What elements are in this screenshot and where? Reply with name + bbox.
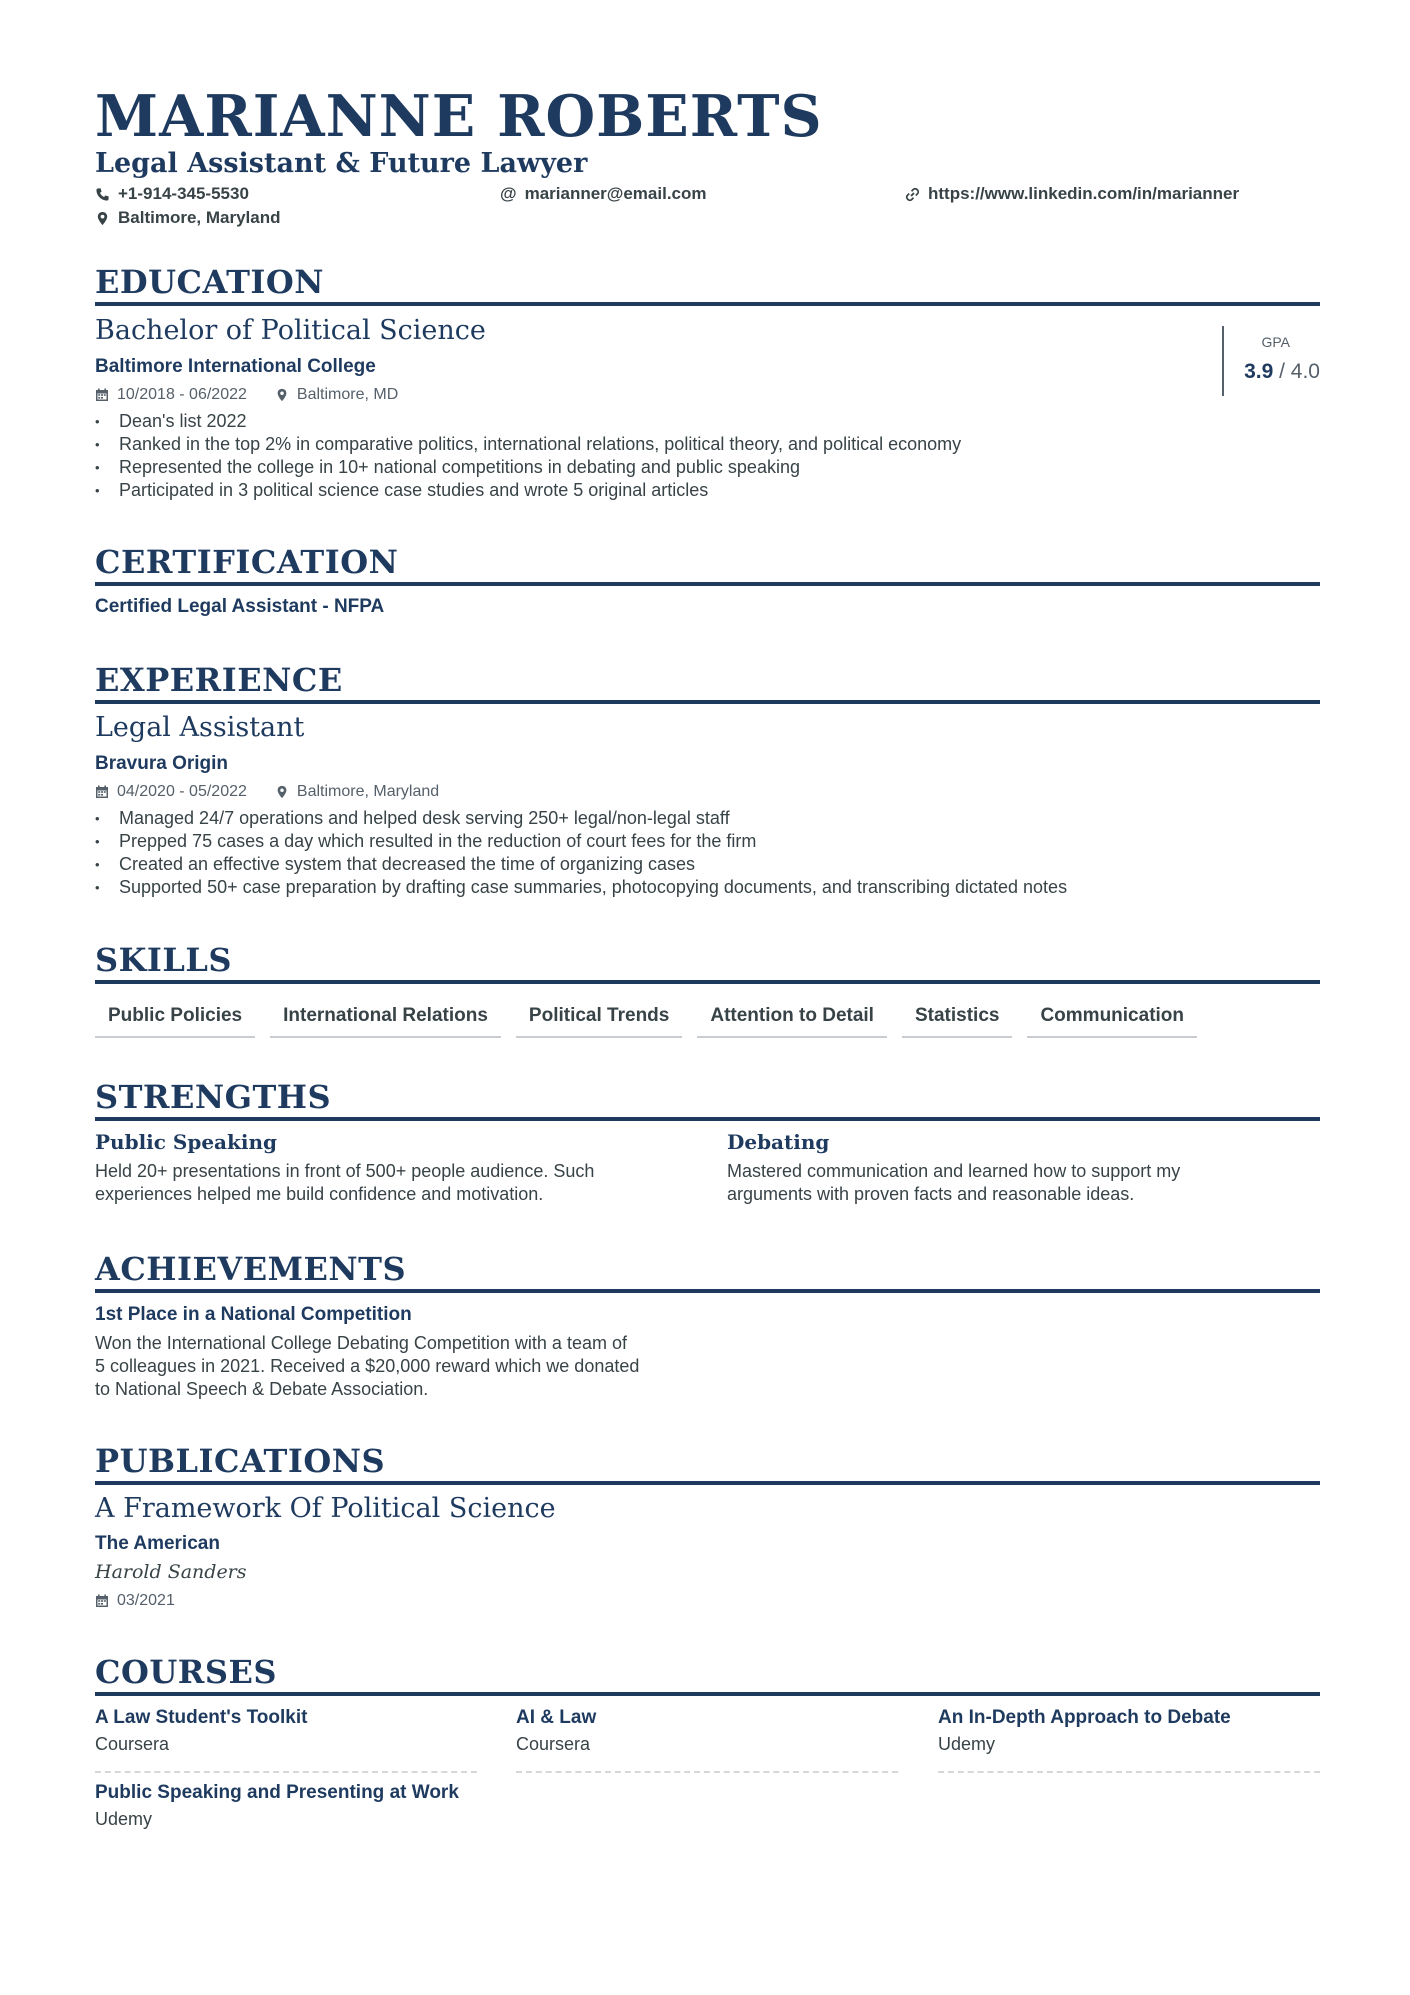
achievements-heading: ACHIEVEMENTS	[95, 1250, 407, 1288]
education-meta	[95, 384, 418, 406]
skills-heading: SKILLS	[95, 941, 232, 979]
list-item: • Represented the college in 10+ national competitions in debating and public speaking	[95, 456, 961, 479]
education-location: Baltimore, MD	[296, 386, 399, 403]
publications-section-heading	[95, 1441, 1320, 1485]
location-pin-icon	[95, 211, 110, 226]
courses-heading: COURSES	[95, 1653, 277, 1691]
skill-tag: Statistics	[902, 1000, 1012, 1038]
achievement-text-line: 5 colleagues in 2021. Received a $20,000 reward which we donated	[95, 1356, 640, 1376]
gpa-value: 3.9	[1244, 360, 1274, 383]
list-item: • Prepped 75 cases a day which resulted in the reduction of court fees for the firm	[95, 830, 1067, 853]
experience-section-heading	[95, 660, 1320, 704]
degree-title: Bachelor of Political Science	[95, 315, 486, 346]
strength-text-line: Held 20+ presentations in front of 500+ people audience. Such	[95, 1161, 595, 1181]
publication-title: A Framework Of Political Science	[95, 1493, 556, 1524]
course-item	[516, 1705, 898, 1773]
list-item: • Supported 50+ case preparation by drafting case summaries, photocopying documents, and transcribing dictated notes	[95, 876, 1067, 899]
strength-item	[727, 1128, 1320, 1206]
email-text[interactable]: marianner@email.com	[524, 184, 707, 203]
location-text: Baltimore, Maryland	[118, 208, 281, 227]
gpa-label: GPA	[1261, 334, 1290, 350]
candidate-name: MARIANNE ROBERTS	[95, 83, 823, 150]
skill-tag: International Relations	[270, 1000, 501, 1038]
certification-item: Certified Legal Assistant - NFPA	[95, 596, 385, 617]
education-dates: 10/2018 - 06/2022	[117, 386, 247, 403]
location-pin-icon	[275, 388, 289, 402]
at-icon: @	[500, 184, 517, 203]
strength-title: Public Speaking	[95, 1130, 277, 1154]
strength-text-line: experiences helped me build confidence and motivation.	[95, 1184, 544, 1204]
phone-contact	[95, 183, 249, 205]
education-bullets	[95, 410, 961, 502]
skill-tag: Communication	[1027, 1000, 1197, 1038]
achievement-text-line: Won the International College Debating Competition with a team of	[95, 1333, 627, 1353]
list-item: • Created an effective system that decreased the time of organizing cases	[95, 853, 1067, 876]
strengths-heading: STRENGTHS	[95, 1078, 332, 1116]
achievement-title: 1st Place in a National Competition	[95, 1304, 412, 1325]
course-name: A Law Student's Toolkit	[95, 1707, 308, 1728]
linkedin-text[interactable]: https://www.linkedin.com/in/marianner	[928, 184, 1240, 203]
calendar-icon	[95, 1594, 109, 1608]
job-title: Legal Assistant	[95, 712, 305, 743]
experience-meta	[95, 781, 459, 803]
publications-heading: PUBLICATIONS	[95, 1442, 386, 1480]
course-name: Public Speaking and Presenting at Work	[95, 1782, 459, 1803]
achievements-section-heading	[95, 1249, 1320, 1293]
certification-section-heading	[95, 542, 1320, 586]
strengths-section-heading	[95, 1077, 1320, 1121]
link-icon	[905, 187, 920, 202]
publication-author: Harold Sanders	[95, 1561, 247, 1583]
list-item: • Ranked in the top 2% in comparative politics, international relations, political theory, and political economy	[95, 433, 961, 456]
resume-page	[95, 0, 1320, 1995]
course-provider: Udemy	[95, 1809, 153, 1829]
skill-tag: Public Policies	[95, 1000, 255, 1038]
calendar-icon	[95, 388, 109, 402]
course-name: An In-Depth Approach to Debate	[938, 1707, 1231, 1728]
strength-item	[95, 1128, 695, 1206]
publication-publisher: The American	[95, 1533, 220, 1554]
skills-section-heading	[95, 940, 1320, 984]
company-name: Bravura Origin	[95, 753, 229, 774]
experience-dates: 04/2020 - 05/2022	[117, 783, 247, 800]
phone-text: +1-914-345-5530	[118, 184, 249, 203]
list-item: • Dean's list 2022	[95, 410, 961, 433]
gpa-score	[1244, 360, 1320, 384]
location-pin-icon	[275, 785, 289, 799]
education-section-heading	[95, 262, 1320, 306]
linkedin-contact[interactable]	[905, 183, 1239, 205]
location-contact	[95, 207, 281, 229]
experience-heading: EXPERIENCE	[95, 661, 343, 699]
email-contact[interactable]	[500, 183, 707, 205]
skills-list	[95, 1000, 1197, 1038]
course-provider: Coursera	[516, 1734, 591, 1754]
skill-tag: Attention to Detail	[697, 1000, 887, 1038]
achievement-item	[95, 1302, 715, 1401]
experience-bullets	[95, 807, 1067, 899]
gpa-box	[1222, 326, 1320, 396]
publication-meta	[95, 1590, 175, 1612]
education-heading: EDUCATION	[95, 263, 324, 301]
phone-icon	[95, 187, 110, 202]
school-name: Baltimore International College	[95, 356, 376, 377]
list-item: • Participated in 3 political science case studies and wrote 5 original articles	[95, 479, 961, 502]
list-item: • Managed 24/7 operations and helped desk serving 250+ legal/non-legal staff	[95, 807, 1067, 830]
course-item	[938, 1705, 1320, 1773]
course-provider: Coursera	[95, 1734, 170, 1754]
course-provider: Udemy	[938, 1734, 996, 1754]
experience-location: Baltimore, Maryland	[296, 783, 440, 800]
course-item	[95, 1705, 477, 1773]
certification-heading: CERTIFICATION	[95, 543, 399, 581]
gpa-max: / 4.0	[1279, 360, 1320, 383]
course-item	[95, 1780, 515, 1832]
publication-date: 03/2021	[117, 1592, 175, 1609]
skill-tag: Political Trends	[516, 1000, 682, 1038]
strength-text-line: arguments with proven facts and reasonable ideas.	[727, 1184, 1135, 1204]
strength-title: Debating	[727, 1130, 830, 1154]
course-name: AI & Law	[516, 1707, 597, 1728]
candidate-title: Legal Assistant & Future Lawyer	[95, 148, 588, 179]
calendar-icon	[95, 785, 109, 799]
courses-section-heading	[95, 1652, 1320, 1696]
achievement-text-line: to National Speech & Debate Association.	[95, 1379, 429, 1399]
strength-text-line: Mastered communication and learned how to support my	[727, 1161, 1181, 1181]
